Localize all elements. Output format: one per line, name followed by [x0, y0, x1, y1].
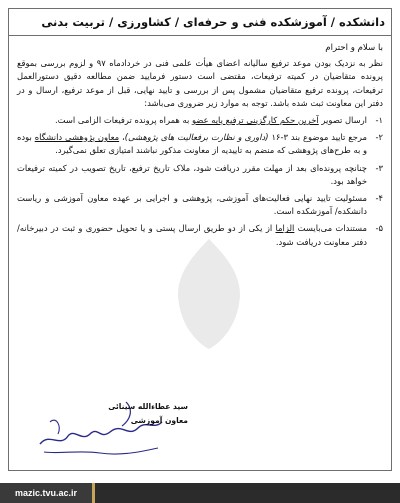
signature-block	[58, 400, 188, 428]
item-text-underlined: آخرین حکم کارگزینی ترفیع پایه عضو	[191, 115, 319, 126]
letter-header: دانشکده / آموزشکده فنی و حرفه‌ای / کشاورزی / تربیت بدنی	[9, 9, 391, 36]
item-text-part: از یکی از دو طریق ارسال پستی و یا تحویل حضوری و ثبت در دبیرخانه/دفتر معاونت دریافت شود.	[17, 223, 367, 247]
item-text-underlined: معاون پژوهشی دانشگاه	[34, 132, 120, 143]
item-number: ۱-	[375, 115, 383, 126]
watermark-emblem-icon	[159, 234, 259, 354]
item-text-italic: (داوری و نظارت برفعالیت های پژوهشی)	[124, 132, 269, 143]
item-text-underlined: الزاما	[275, 223, 295, 234]
signatory-title: معاون آموزشی	[130, 416, 188, 425]
item-text-part: مرجع تایید موضوع بند ۳-۱۶	[268, 132, 368, 143]
list-item	[17, 131, 383, 157]
item-text: چنانچه پرونده‌ای بعد از مهلت مقرر دریافت شود، ملاک تاریخ ترفیع، تاریخ تصویب در کمیته ترفیعات خواهد بود.	[17, 162, 367, 186]
footer-site-link[interactable]: mazic.tvu.ac.ir	[0, 483, 95, 503]
item-text-part: به همراه پرونده ترفیعات الزامی است.	[55, 115, 192, 126]
item-text: مسئولیت تایید نهایی فعالیت‌های آموزشی، پژوهشی و اجرایی بر عهده معاون آموزشی و ریاست دانشکده/ آموزشکده است.	[17, 193, 367, 217]
footer	[0, 474, 400, 503]
intro-paragraph: نظر به نزدیک بودن موعد ترفیع سالیانه اعضای هیأت علمی فنی در خردادماه ۹۷ و لزوم بررسی بموقع پرونده متقاضیان در کمیته ترفیعات، مقتضی است دستور فرمایید ضمن مطالعه دقیق دستورالعمل ترفیعات، پرونده ترفیع متقاضیان مشمول پس از بررسی و تایید نهایی، قبل از موعد ترفیع، ارسال و در دفتر این معاونت ثبت شده باشد. توجه به موارد زیر ضروری می‌باشد:	[17, 58, 383, 108]
item-text-part: بوده و به طرح‌های پژوهشی که منضم به تاییدیه از معاونت مذکور نباشند امتیازی تعلق نمی‌گیرد.	[17, 132, 367, 156]
item-text	[17, 131, 367, 157]
item-text-part: مستندات می‌بایست	[294, 223, 367, 234]
item-number: ۵-	[375, 223, 383, 234]
item-number: ۴-	[375, 193, 383, 204]
greeting: با سلام و احترام	[325, 43, 383, 53]
list-item	[17, 162, 383, 188]
item-text-part: ارسال تصویر	[318, 115, 367, 126]
item-text-part: ،	[119, 132, 125, 143]
item-number: ۲-	[375, 132, 383, 143]
item-number: ۳-	[375, 162, 383, 173]
item-text	[17, 114, 367, 127]
list-item	[17, 114, 383, 127]
signatory-name: سید عطاءالله سینائی	[108, 402, 188, 411]
list-item	[17, 192, 383, 218]
letter-body	[9, 36, 391, 249]
